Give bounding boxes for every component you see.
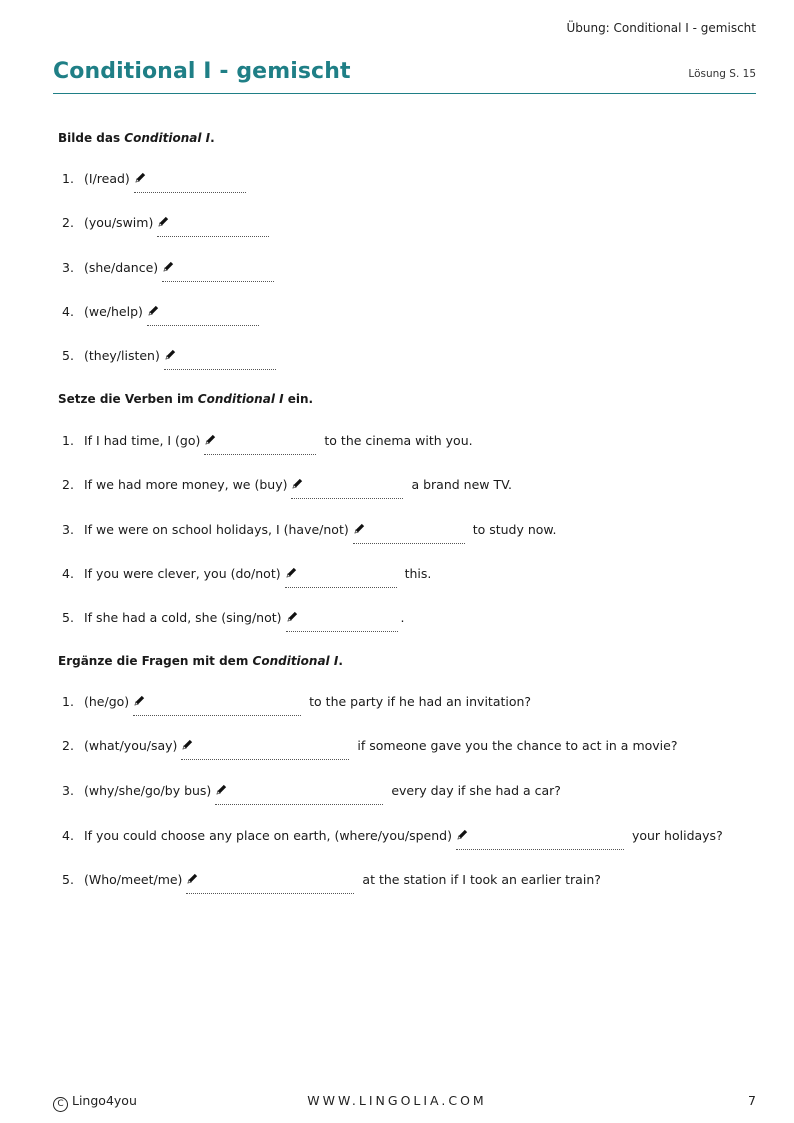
item-continuation: every day if she had a car? — [391, 783, 561, 798]
item-prompt: (we/help) — [84, 304, 143, 319]
answer-blank[interactable] — [286, 609, 398, 627]
title-divider — [53, 93, 756, 94]
answer-blank[interactable] — [164, 347, 276, 365]
item-number: 3. — [62, 783, 74, 798]
item-number: 1. — [62, 433, 74, 448]
copyright-icon: C — [53, 1097, 68, 1112]
pencil-icon — [134, 171, 147, 184]
footer-brand: Lingo4you — [72, 1093, 137, 1108]
item-prompt: If I had time, I (go) — [84, 433, 201, 448]
exercise-item — [62, 432, 473, 450]
section-heading-3: Ergänze die Fragen mit dem Conditional I. — [58, 654, 343, 668]
item-number: 5. — [62, 610, 74, 625]
answer-blank[interactable] — [215, 782, 383, 800]
pencil-icon — [133, 694, 146, 707]
item-continuation: at the station if I took an earlier train? — [362, 872, 601, 887]
exercise-item — [62, 476, 512, 494]
answer-blank[interactable] — [456, 827, 624, 845]
pencil-icon — [186, 872, 199, 885]
item-number: 1. — [62, 694, 74, 709]
answer-blank[interactable] — [186, 871, 354, 889]
exercise-item — [62, 565, 431, 583]
answer-blank[interactable] — [157, 214, 269, 232]
item-continuation: this. — [404, 566, 432, 581]
pencil-icon — [157, 215, 170, 228]
item-continuation: to the cinema with you. — [324, 433, 473, 448]
item-prompt: (you/swim) — [84, 215, 154, 230]
item-number: 4. — [62, 828, 74, 843]
answer-blank[interactable] — [353, 521, 465, 539]
exercise-item — [62, 303, 259, 321]
pencil-icon — [147, 304, 160, 317]
solution-reference: Lösung S. 15 — [688, 68, 756, 80]
footer-website[interactable]: WWW.LINGOLIA.COM — [307, 1093, 487, 1108]
item-prompt: If she had a cold, she (sing/not) — [84, 610, 282, 625]
section-heading-1: Bilde das Conditional I. — [58, 131, 215, 145]
exercise-item — [62, 259, 274, 277]
item-prompt: (why/she/go/by bus) — [84, 783, 212, 798]
answer-blank[interactable] — [285, 565, 397, 583]
item-prompt: (she/dance) — [84, 260, 159, 275]
item-number: 4. — [62, 304, 74, 319]
section-heading-2: Setze die Verben im Conditional I ein. — [58, 392, 314, 406]
item-number: 2. — [62, 215, 74, 230]
item-prompt: If we had more money, we (buy) — [84, 477, 288, 492]
item-prompt: (what/you/say) — [84, 738, 178, 753]
item-prompt: (Who/meet/me) — [84, 872, 183, 887]
answer-blank[interactable] — [181, 737, 349, 755]
item-continuation: . — [400, 610, 405, 625]
item-number: 2. — [62, 477, 74, 492]
item-number: 5. — [62, 348, 74, 363]
page-number: 7 — [748, 1093, 756, 1108]
item-prompt: If we were on school holidays, I (have/not) — [84, 522, 349, 537]
answer-blank[interactable] — [162, 259, 274, 277]
exercise-item — [62, 782, 561, 800]
exercise-item — [62, 609, 405, 627]
answer-blank[interactable] — [134, 170, 246, 188]
exercise-label: Übung: Conditional I - gemischt — [566, 21, 756, 35]
exercise-item — [62, 693, 531, 711]
item-prompt: (he/go) — [84, 694, 130, 709]
item-number: 3. — [62, 522, 74, 537]
pencil-icon — [285, 566, 298, 579]
answer-blank[interactable] — [133, 693, 301, 711]
item-continuation: a brand new TV. — [411, 477, 513, 492]
item-prompt: (I/read) — [84, 171, 130, 186]
item-continuation: to the party if he had an invitation? — [309, 694, 532, 709]
item-continuation: your holidays? — [631, 828, 723, 843]
exercise-item — [62, 737, 677, 755]
answer-blank[interactable] — [291, 476, 403, 494]
pencil-icon — [164, 348, 177, 361]
answer-blank[interactable] — [204, 432, 316, 450]
exercise-item — [62, 170, 246, 188]
pencil-icon — [456, 828, 469, 841]
page-title: Conditional I - gemischt — [53, 59, 351, 84]
pencil-icon — [181, 738, 194, 751]
exercise-item — [62, 871, 601, 889]
exercise-item — [62, 214, 269, 232]
item-number: 5. — [62, 872, 74, 887]
pencil-icon — [291, 477, 304, 490]
item-number: 1. — [62, 171, 74, 186]
exercise-item — [62, 521, 557, 539]
item-number: 4. — [62, 566, 74, 581]
item-prompt: (they/listen) — [84, 348, 160, 363]
pencil-icon — [353, 522, 366, 535]
pencil-icon — [204, 433, 217, 446]
item-number: 3. — [62, 260, 74, 275]
pencil-icon — [162, 260, 175, 273]
pencil-icon — [215, 783, 228, 796]
exercise-item — [62, 347, 276, 365]
item-continuation: if someone gave you the chance to act in a movie? — [357, 738, 678, 753]
item-continuation: to study now. — [472, 522, 557, 537]
item-prompt: If you were clever, you (do/not) — [84, 566, 281, 581]
item-number: 2. — [62, 738, 74, 753]
item-prompt: If you could choose any place on earth, (where/you/spend) — [84, 828, 452, 843]
exercise-item — [62, 827, 723, 845]
answer-blank[interactable] — [147, 303, 259, 321]
pencil-icon — [286, 610, 299, 623]
